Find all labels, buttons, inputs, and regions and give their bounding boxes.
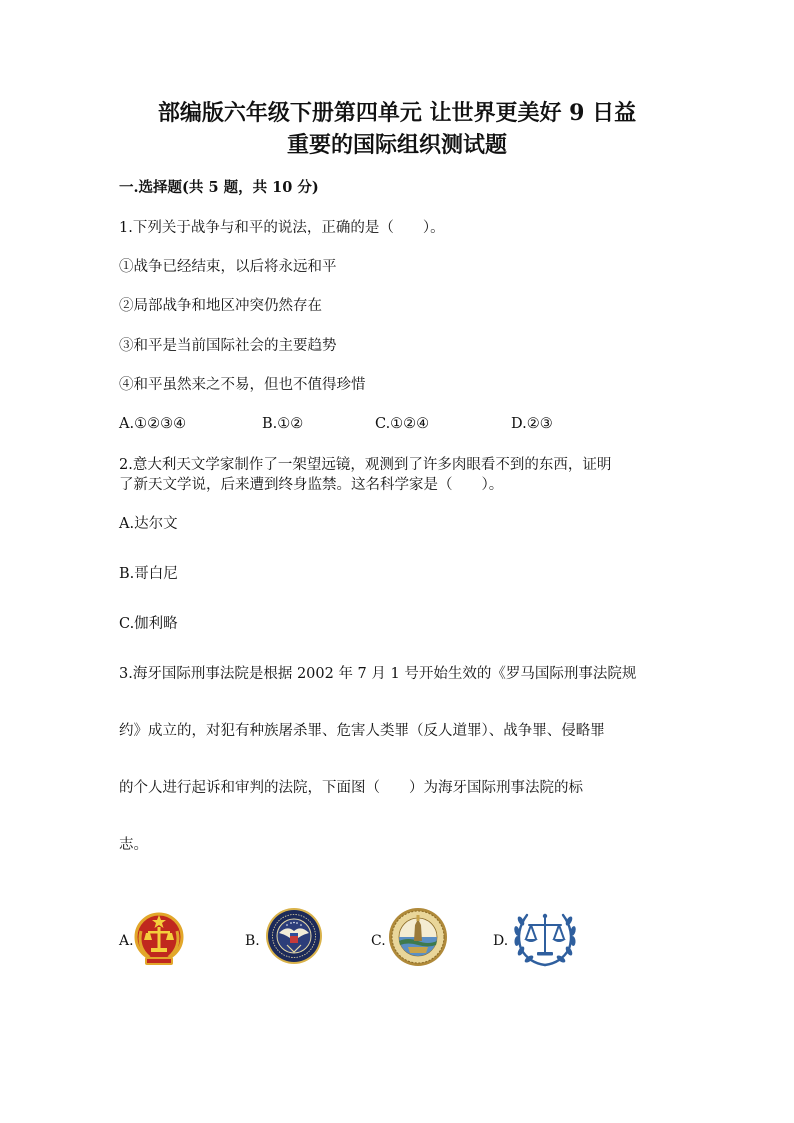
golden-seal-icon [388,907,448,967]
court-emblem-icon [133,907,185,973]
q1-item-3: ③和平是当前国际社会的主要趋势 [119,338,337,354]
q3-stem-line-4: 志。 [119,837,148,853]
document-title-line-2: 重要的国际组织测试题 [286,132,507,158]
q3-option-b[interactable] [245,905,325,981]
q3-stem-line-2: 约》成立的，对犯有种族屠杀罪、危害人类罪（反人道罪）、战争罪、侵略罪 [119,723,605,739]
q1-item-4: ④和平虽然来之不易，但也不值得珍惜 [119,377,366,393]
q3-option-a[interactable] [119,905,189,981]
document-title-line-1: 部编版六年级下册第四单元 让世界更美好 9 日益 [157,100,637,126]
q1-option-b[interactable]: B.①② [262,416,304,432]
q1-stem: 1.下列关于战争与和平的说法，正确的是（ ）。 [119,220,445,236]
q3-option-a-label: A. [119,933,134,949]
q1-item-2: ②局部战争和地区冲突仍然存在 [119,298,322,314]
q1-option-a[interactable]: A.①②③④ [119,416,187,432]
scales-laurel-icon [509,907,581,969]
q1-option-d[interactable]: D.②③ [511,416,553,432]
q3-image-options [119,905,619,985]
q2-option-b[interactable]: B.哥白尼 [119,566,178,582]
section-heading: 一.选择题(共 5 题，共 10 分) [119,179,319,196]
q1-item-1: ①战争已经结束，以后将永远和平 [119,259,337,275]
q3-option-c[interactable] [371,905,451,981]
q2-stem-line-1: 2.意大利天文学家制作了一架望远镜，观测到了许多肉眼看不到的东西，证明 [119,457,612,473]
q3-option-b-label: B. [245,933,260,949]
q3-option-d-label: D. [493,933,509,949]
q3-option-d[interactable] [493,905,583,981]
q2-option-c[interactable]: C.伽利略 [119,616,178,632]
q3-option-c-label: C. [371,933,386,949]
q3-stem-line-1: 3.海牙国际刑事法院是根据 2002 年 7 月 1 号开始生效的《罗马国际刑事法院规 [119,666,637,682]
q3-stem-line-3: 的个人进行起诉和审判的法院，下面图（ ）为海牙国际刑事法院的标 [119,780,583,796]
q1-options [119,416,679,436]
presidential-seal-icon [265,907,323,965]
q1-option-c[interactable]: C.①②④ [375,416,430,432]
q2-option-a[interactable]: A.达尔文 [119,516,178,532]
q2-stem-line-2: 了新天文学说，后来遭到终身监禁。这名科学家是（ ）。 [119,477,504,493]
